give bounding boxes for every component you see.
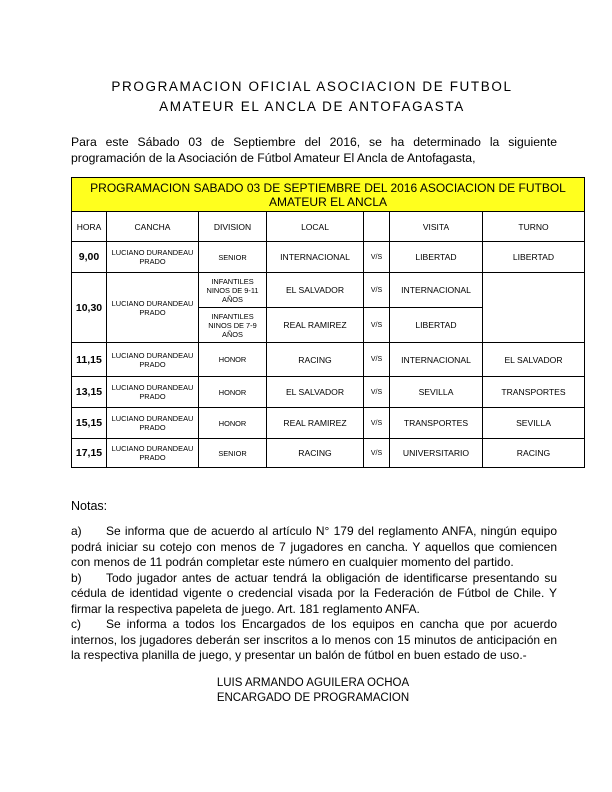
turno-cell: RACING bbox=[483, 439, 585, 468]
hora-cell: 10,30 bbox=[72, 273, 107, 343]
division-cell: SENIOR bbox=[199, 439, 267, 468]
hora-cell: 9,00 bbox=[72, 242, 107, 273]
table-row bbox=[72, 439, 585, 468]
note-label: c) bbox=[71, 617, 81, 631]
note-item bbox=[71, 617, 557, 664]
visita-cell: LIBERTAD bbox=[390, 308, 483, 343]
vs-cell: V/S bbox=[364, 377, 390, 408]
hora-cell: 13,15 bbox=[72, 377, 107, 408]
division-cell: SENIOR bbox=[199, 242, 267, 273]
division-cell: HONOR bbox=[199, 408, 267, 439]
visita-cell: SEVILLA bbox=[390, 377, 483, 408]
header-hora: HORA bbox=[72, 212, 107, 242]
note-item bbox=[71, 571, 557, 618]
note-text: Todo jugador antes de actuar tendrá la obligación de identificarse presentando su cédula de identidad vigente o credencial visada por la Federación de Fútbol de Chile. Y firmar la respectiva papeleta de juego. Art. 181 reglamento ANFA. bbox=[71, 570, 557, 616]
title-line-2: AMATEUR EL ANCLA DE ANTOFAGASTA bbox=[159, 99, 465, 114]
notes-heading: Notas: bbox=[71, 499, 108, 513]
cancha-cell: LUCIANO DURANDEAU PRADO bbox=[107, 273, 199, 343]
visita-cell: INTERNACIONAL bbox=[390, 273, 483, 308]
local-cell: RACING bbox=[267, 343, 364, 377]
signature-role: ENCARGADO DE PROGRAMACION bbox=[216, 692, 410, 704]
vs-cell: V/S bbox=[364, 308, 390, 343]
visita-cell: TRANSPORTES bbox=[390, 408, 483, 439]
hora-cell: 17,15 bbox=[72, 439, 107, 468]
note-text: Se informa que de acuerdo al artículo N° 179 del reglamento ANFA, ningún equipo podrá iniciar su cotejo con menos de 7 jugadores en cancha. Y aquellos que comiencen con menos de 11 podrán completar este número en cualquier momento del partido. bbox=[71, 524, 557, 569]
header-vs bbox=[364, 212, 390, 242]
division-cell: HONOR bbox=[199, 343, 267, 377]
vs-cell: V/S bbox=[364, 343, 390, 377]
table-banner: PROGRAMACION SABADO 03 DE SEPTIEMBRE DEL 2016 ASOCIACION DE FUTBOL AMATEUR EL ANCLA bbox=[72, 178, 585, 212]
table-header-row bbox=[72, 212, 585, 242]
turno-cell: LIBERTAD bbox=[483, 242, 585, 273]
table-row bbox=[72, 273, 585, 308]
note-label: b) bbox=[71, 570, 82, 585]
note-item bbox=[71, 524, 557, 571]
cancha-cell: LUCIANO DURANDEAU PRADO bbox=[107, 439, 199, 468]
visita-cell: LIBERTAD bbox=[390, 242, 483, 273]
intro-paragraph: Para este Sábado 03 de Septiembre del 2016, se ha determinado la siguiente programación de la Asociación de Fútbol Amateur El Ancla de Antofagasta, bbox=[71, 135, 557, 165]
vs-cell: V/S bbox=[364, 408, 390, 439]
header-local: LOCAL bbox=[267, 212, 364, 242]
turno-cell: TRANSPORTES bbox=[483, 377, 585, 408]
header-turno: TURNO bbox=[483, 212, 585, 242]
signature-name: LUIS ARMANDO AGUILERA OCHOA bbox=[216, 677, 410, 689]
schedule-table bbox=[71, 177, 585, 468]
division-cell: INFANTILES NINOS DE 9-11 AÑOS bbox=[199, 273, 267, 308]
cancha-cell: LUCIANO DURANDEAU PRADO bbox=[107, 408, 199, 439]
cancha-cell: LUCIANO DURANDEAU PRADO bbox=[107, 242, 199, 273]
header-cancha: CANCHA bbox=[107, 212, 199, 242]
table-row bbox=[72, 408, 585, 439]
division-cell: HONOR bbox=[199, 377, 267, 408]
visita-cell: INTERNACIONAL bbox=[390, 343, 483, 377]
vs-cell: V/S bbox=[364, 242, 390, 273]
turno-cell: SEVILLA bbox=[483, 408, 585, 439]
local-cell: EL SALVADOR bbox=[267, 377, 364, 408]
local-cell: INTERNACIONAL bbox=[267, 242, 364, 273]
header-visita: VISITA bbox=[390, 212, 483, 242]
vs-cell: V/S bbox=[364, 273, 390, 308]
note-label: a) bbox=[71, 524, 82, 538]
header-division: DIVISION bbox=[199, 212, 267, 242]
turno-cell: EL SALVADOR bbox=[483, 343, 585, 377]
local-cell: REAL RAMIREZ bbox=[267, 408, 364, 439]
hora-cell: 15,15 bbox=[72, 408, 107, 439]
local-cell: REAL RAMIREZ bbox=[267, 308, 364, 343]
hora-cell: 11,15 bbox=[72, 343, 107, 377]
division-cell: INFANTILES NINOS DE 7-9 AÑOS bbox=[199, 308, 267, 343]
local-cell: EL SALVADOR bbox=[267, 273, 364, 308]
cancha-cell: LUCIANO DURANDEAU PRADO bbox=[107, 377, 199, 408]
visita-cell: UNIVERSITARIO bbox=[390, 439, 483, 468]
cancha-cell: LUCIANO DURANDEAU PRADO bbox=[107, 343, 199, 377]
note-text: Se informa a todos los Encargados de los equipos en cancha que por acuerdo internos, los jugadores deberán ser inscritos a lo menos con 15 minutos de anticipación en la respectiva planilla de juego, y presentar un balón de fútbol en buen estado de uso.- bbox=[71, 617, 557, 662]
title-line-1: PROGRAMACION OFICIAL ASOCIACION DE FUTBOL bbox=[111, 79, 513, 94]
table-row bbox=[72, 242, 585, 273]
vs-cell: V/S bbox=[364, 439, 390, 468]
table-row bbox=[72, 343, 585, 377]
turno-cell bbox=[483, 273, 585, 343]
table-row bbox=[72, 377, 585, 408]
local-cell: RACING bbox=[267, 439, 364, 468]
notes-list bbox=[71, 524, 557, 664]
